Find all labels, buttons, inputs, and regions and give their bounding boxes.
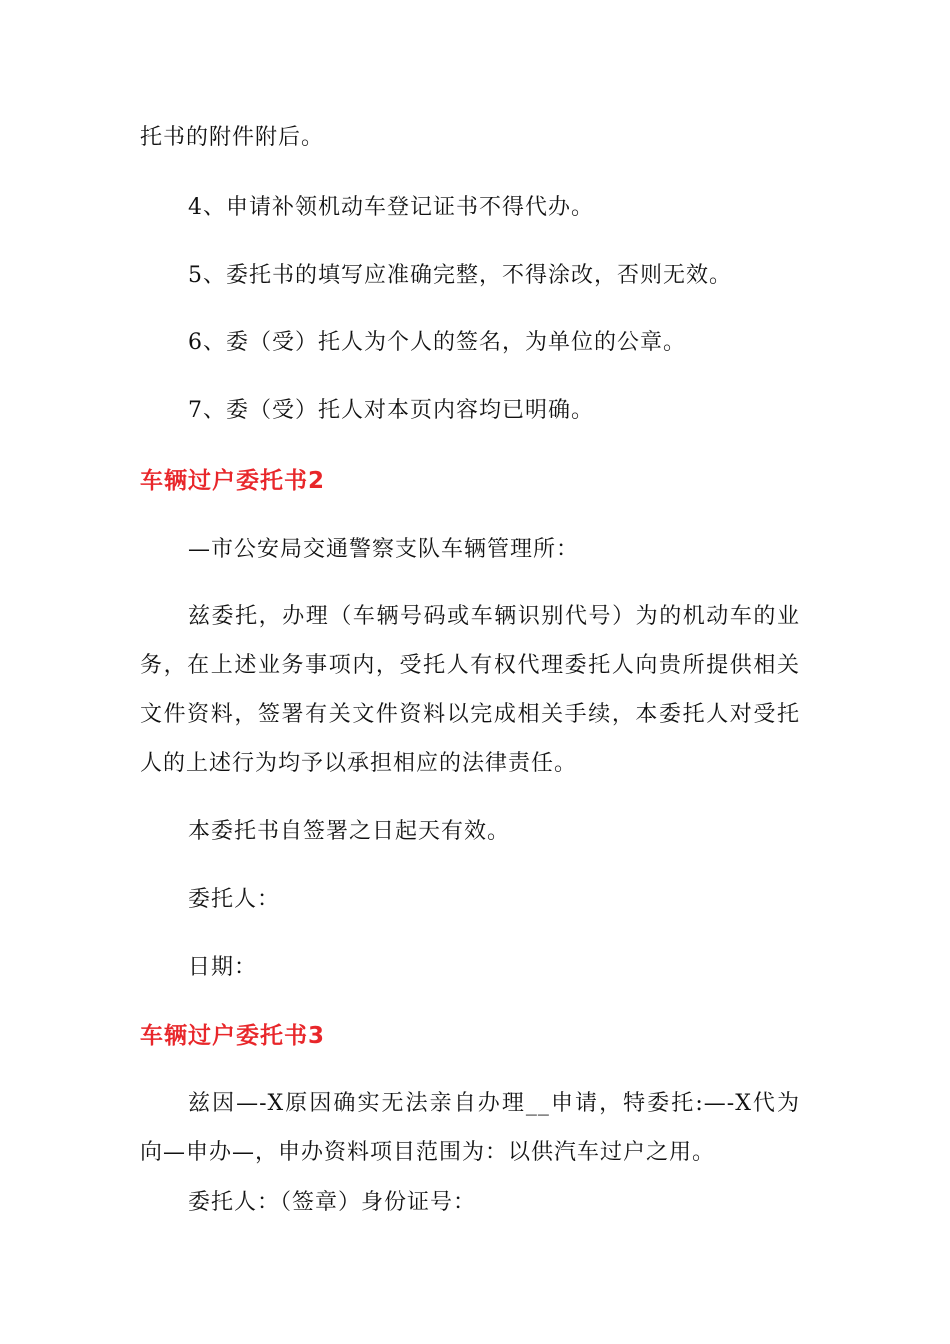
section-heading-2: 车辆过户委托书2 [140, 468, 326, 494]
list-item: 5、委托书的填写应准确完整，不得涂改，否则无效。 [188, 263, 732, 288]
addressee-text: —市公安局交通警察支队车辆管理所： [188, 537, 580, 562]
list-item: 6、委（受）托人为个人的签名，为单位的公章。 [188, 330, 686, 355]
body-line: 向—申办—，申办资料项目范围为：以供汽车过户之用。 [140, 1140, 716, 1165]
body-line: 人的上述行为均予以承担相应的法律责任。 [140, 751, 578, 776]
principal-id-label: 委托人：（签章）身份证号： [188, 1190, 477, 1215]
section-heading-3: 车辆过户委托书3 [140, 1023, 326, 1049]
body-line: 文件资料，签署有关文件资料以完成相关手续，本委托人对受托 [140, 702, 800, 727]
list-item: 4、申请补领机动车登记证书不得代办。 [188, 195, 594, 220]
list-item: 7、委（受）托人对本页内容均已明确。 [188, 398, 594, 423]
body-line: 兹委托，办理（车辆号码或车辆识别代号）为的机动车的业 [188, 604, 800, 629]
body-line: 兹因—-X原因确实无法亲自办理__申请，特委托:—-X代为 [188, 1091, 800, 1116]
date-label: 日期： [188, 955, 258, 980]
validity-text: 本委托书自签署之日起天有效。 [188, 819, 511, 844]
principal-label: 委托人： [188, 887, 281, 912]
continuation-text: 托书的附件附后。 [140, 125, 325, 150]
body-line: 务，在上述业务事项内，受托人有权代理委托人向贵所提供相关 [140, 653, 800, 678]
